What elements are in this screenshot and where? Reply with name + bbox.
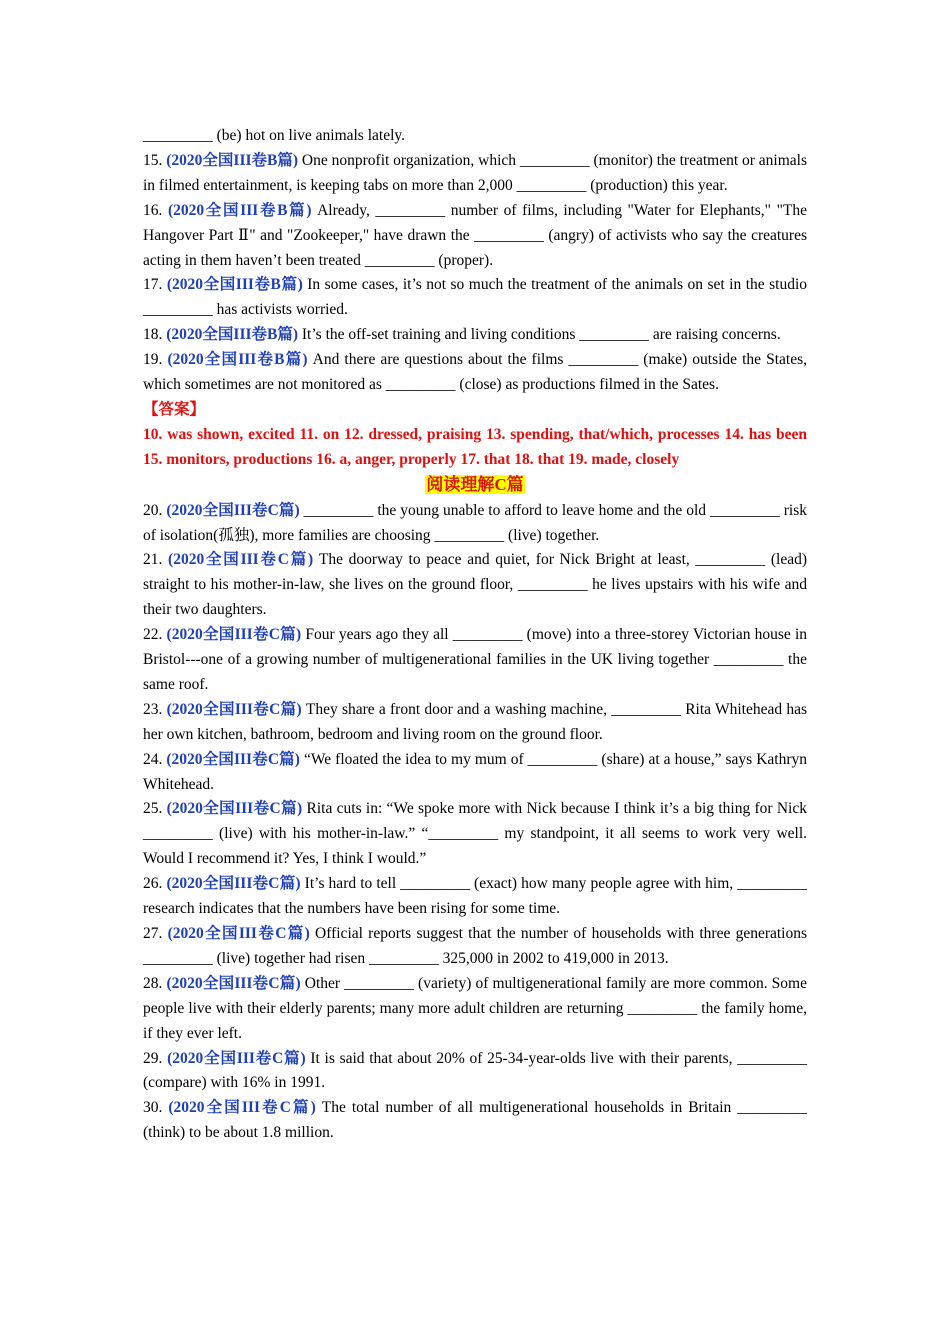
question-source: (2020全国III卷C篇) [166, 974, 301, 992]
question-item [143, 273, 807, 323]
question-text: It is said that about 20% of 25-34-year-olds live with their parents, _________ (compare) with 16% in 1991. [143, 1049, 807, 1092]
question-source: (2020全国III卷C篇) [166, 501, 300, 519]
question-number: 18. [143, 326, 163, 344]
question-number: 25. [143, 800, 163, 818]
question-text: Other _________ (variety) of multigenerational family are more common. Some people live with their elderly parents; many more adult children are returning _________ the family home, if they ever left. [143, 974, 807, 1042]
question-item [143, 872, 807, 922]
question-item [143, 323, 807, 348]
question-item [143, 1096, 807, 1146]
question-text: _________ the young unable to afford to leave home and the old _________ risk of isolation(孤独), more families are choosing _________ (live) together. [143, 501, 808, 544]
question-text: The doorway to peace and quiet, for Nick Bright at least, _________ (lead) straight to his mother-in-law, she lives on the ground floor, _________ he lives upstairs with his wife and their two daughters. [143, 551, 807, 619]
question-item [143, 548, 807, 623]
question-number: 22. [143, 626, 163, 644]
question-source: (2020全国III卷C篇) [168, 551, 314, 569]
question-number: 24. [143, 750, 163, 768]
question-source: (2020全国III卷C篇) [166, 626, 302, 644]
question-number: 23. [143, 700, 163, 718]
question-item [143, 199, 807, 274]
question-source: (2020全国III卷B篇) [166, 276, 303, 294]
question-number: 16. [143, 201, 163, 219]
question-item [143, 972, 807, 1047]
question-item [143, 922, 807, 972]
question-source: (2020全国III卷C篇) [167, 1049, 306, 1067]
question-item [143, 149, 807, 199]
question-number: 21. [143, 551, 163, 569]
question-number: 20. [143, 501, 163, 519]
question-source: (2020全国III卷B篇) [167, 201, 312, 219]
question-text: Rita cuts in: “We spoke more with Nick because I think it’s a big thing for Nick _________ (live) with his mother-in-law.” “_________ my standpoint, it all seems to work very well. Would I recommend it? Yes, I think I would.” [143, 800, 807, 868]
question-text: It’s the off-set training and living conditions _________ are raising concerns. [298, 326, 781, 344]
question-text: One nonprofit organization, which _________ (monitor) the treatment or animals in filmed entertainment, is keeping tabs on more than 2,000 _________ (production) this year. [143, 151, 808, 194]
question-source: (2020全国III卷C篇) [166, 750, 300, 768]
section-b-items [143, 149, 807, 398]
question-number: 17. [143, 276, 163, 294]
section-c-items [143, 499, 807, 1147]
question-item [143, 499, 807, 549]
question-source: (2020全国III卷C篇) [166, 700, 302, 718]
question-text: In some cases, it’s not so much the treatment of the animals on set in the studio _________ has activists worried. [143, 276, 807, 319]
question-source: (2020全国III卷C篇) [166, 800, 303, 818]
question-text: It’s hard to tell _________ (exact) how many people agree with him, _________ research indicates that the numbers have been rising for some time. [143, 875, 807, 918]
question-text: Already, _________ number of films, including "Water for Elephants," "The Hangover Part Ⅱ" and "Zookeeper," have drawn the _________ (angry) of activists who say the creatures acting in them haven’t been treated _________ (proper). [143, 201, 807, 269]
question-item [143, 348, 807, 398]
question-source: (2020全国III卷B篇) [166, 326, 299, 344]
question-text: And there are questions about the films _________ (make) outside the States, which sometimes are not monitored as _________ (close) as productions filmed in the Sates. [143, 351, 808, 394]
question-source: (2020全国III卷B篇) [166, 151, 299, 169]
question-item [143, 623, 807, 698]
question-number: 29. [143, 1049, 163, 1067]
document-page [143, 124, 807, 1146]
question-source: (2020全国III卷C篇) [167, 925, 310, 942]
question-number: 19. [143, 351, 163, 369]
question-item [143, 748, 807, 798]
question-number: 28. [143, 974, 163, 992]
question-source: (2020全国III卷B篇) [167, 351, 308, 369]
answer-key: 10. was shown, excited 11. on 12. dressed, praising 13. spending, that/which, processes 14. has been 15. monitors, productions 16. a, anger, properly 17. that 18. that 19. made, closely [143, 425, 807, 468]
question-text: “We floated the idea to my mum of _________ (share) at a house,” says Kathryn Whitehead. [143, 750, 807, 793]
question-number: 15. [143, 151, 163, 169]
section-title: 阅读理解C篇 [426, 474, 524, 494]
question-text: They share a front door and a washing machine, _________ Rita Whitehead has her own kitchen, bathroom, bedroom and living room on the ground floor. [143, 700, 807, 743]
question-source: (2020全国III卷C篇) [168, 1099, 316, 1117]
question-item [143, 797, 807, 872]
question-text: The total number of all multigenerational households in Britain _________ (think) to be about 1.8 million. [143, 1099, 807, 1142]
answer-heading: 【答案】 [143, 400, 206, 418]
question-item [143, 1047, 807, 1097]
question-text: Official reports suggest that the number of households with three generations _________ (live) together had risen _________ 325,000 in 2002 to 419,000 in 2013. [143, 925, 808, 967]
question-number: 30. [143, 1099, 163, 1117]
question-text: Four years ago they all _________ (move) into a three-storey Victorian house in Bristol---one of a growing number of multigenerational families in the UK living together _________ the same roof. [143, 626, 807, 693]
continuation-line: _________ (be) hot on live animals lately. [143, 127, 406, 144]
section-title-wrapper [143, 473, 807, 499]
question-source: (2020全国III卷C篇) [166, 875, 301, 893]
question-number: 27. [143, 925, 163, 942]
question-number: 26. [143, 875, 163, 893]
question-item [143, 698, 807, 748]
